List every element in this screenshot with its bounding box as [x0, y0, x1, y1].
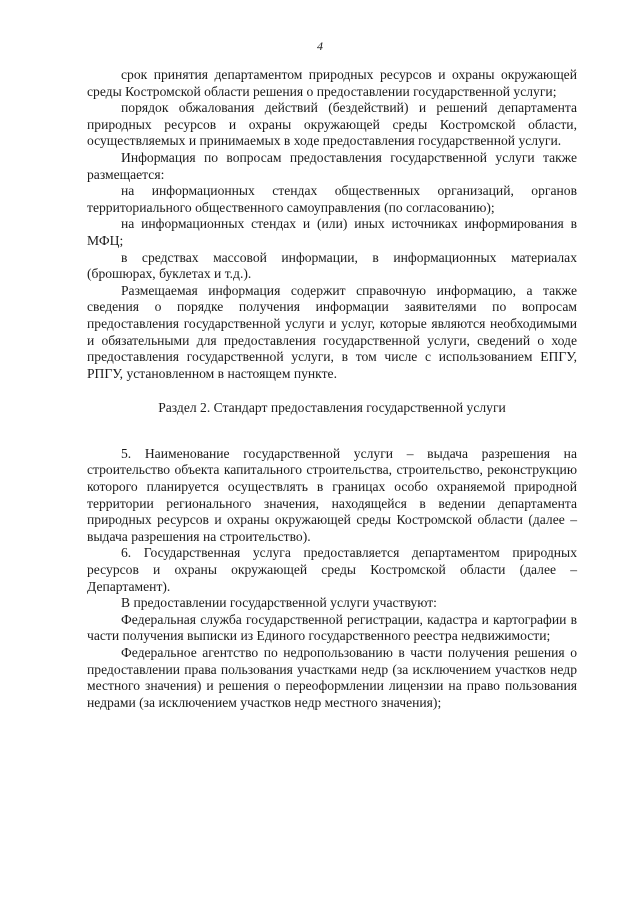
paragraph: Федеральное агентство по недропользованию в части получения решения о предоставлении права пользования участками недр (за исключением участков недр местного значения) и решения о переоформлении лицензии на право пользования недрами (за исключением участков недр местного значения);: [87, 645, 577, 710]
paragraph: В предоставлении государственной услуги участвуют:: [121, 595, 437, 611]
document-body: [87, 67, 577, 711]
paragraph: Информация по вопросам предоставления государственной услуги также размещается:: [87, 149, 577, 182]
paragraph: на информационных стендах и (или) иных источниках информирования в МФЦ;: [87, 216, 577, 248]
paragraph: срок принятия департаментом природных ресурсов и охраны окружающей среды Костромской области решения о предоставлении государственной услуги;: [87, 67, 577, 99]
paragraph: в средствах массовой информации, в информационных материалах (брошюрах, буклетах и т.д.).: [87, 249, 577, 282]
paragraph: 5. Наименование государственной услуги – выдача разрешения на строительство объекта капитального строительства, строительство, реконструкцию которого планируется осуществлять в границах особо охраняемой природной территории регионального значения, находящейся в ведении департамента природных ресурсов и охраны окружающей среды Костромской области (далее – выдача разрешения на строительство).: [87, 445, 577, 544]
section-title: Раздел 2. Стандарт предоставления государственной услуги: [158, 400, 506, 416]
paragraph: Размещаемая информация содержит справочную информацию, а также сведения о порядке получения информации заявителями по вопросам предоставления государственной услуги и услуг, которые являются необходимыми и обязательными для предоставления государственной услуги, сведений о ходе предоставления государственной услуги, в том числе с использованием ЕПГУ, РПГУ, установленном в настоящем пункте.: [87, 282, 577, 381]
page-number: 4: [317, 39, 323, 53]
paragraph: 6. Государственная услуга предоставляется департаментом природных ресурсов и охраны окружающей среды Костромской области (далее – Департамент).: [87, 545, 577, 594]
paragraph: порядок обжалования действий (бездействий) и решений департамента природных ресурсов и охраны окружающей среды Костромской области, осуществляемых и принимаемых в ходе предоставления государственной услуги.: [87, 100, 577, 149]
paragraph: на информационных стендах общественных организаций, органов территориального общественного самоуправления (по согласованию);: [87, 183, 577, 215]
paragraph: Федеральная служба государственной регистрации, кадастра и картографии в части получения выписки из Единого государственного реестра недвижимости;: [87, 611, 577, 644]
